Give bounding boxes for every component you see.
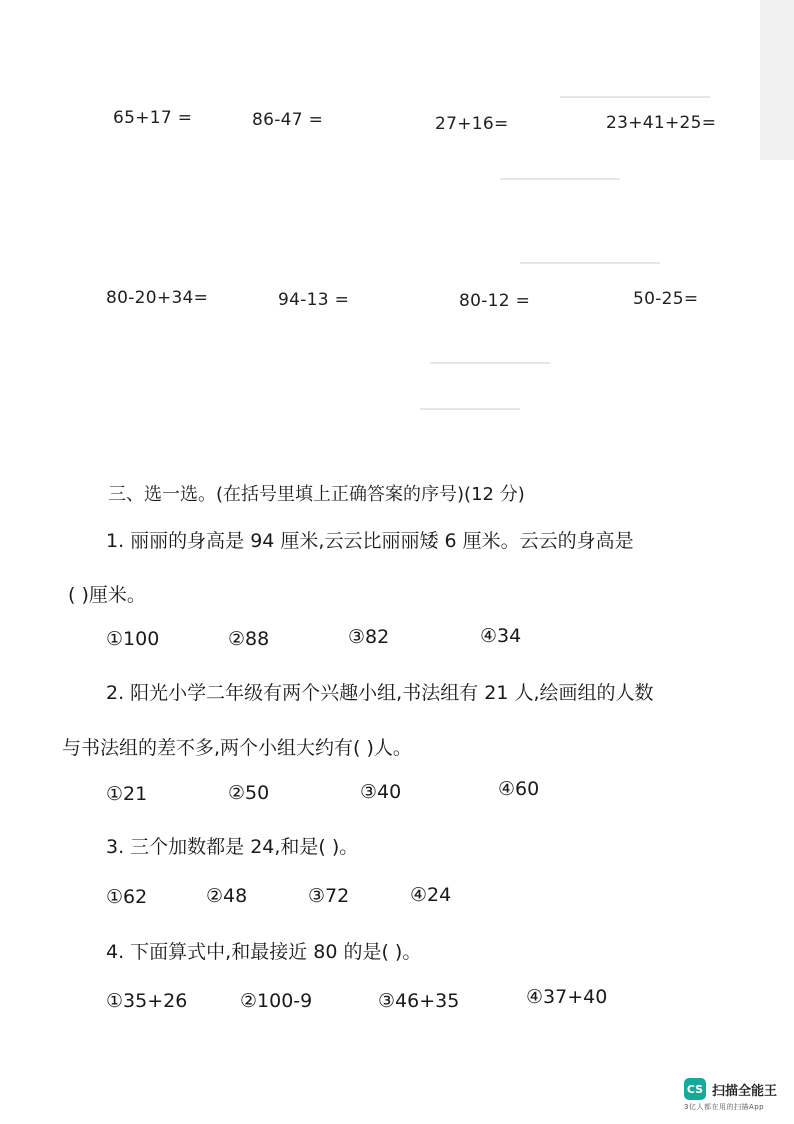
question-4-option: ②100-9 [240, 990, 313, 1012]
question-4-option: ③46+35 [378, 990, 460, 1012]
scan-shadow-top [760, 0, 794, 160]
question-2-option: ①21 [106, 783, 148, 805]
question-1-option: ④34 [480, 625, 522, 647]
question-3-text: 3. 三个加数都是 24,和是( )。 [106, 836, 359, 858]
scanner-tagline: 3亿人都在用的扫描App [684, 1103, 765, 1111]
calc-item: 65+17 = [113, 108, 193, 128]
question-2-option: ②50 [228, 782, 270, 804]
question-4-option: ④37+40 [526, 986, 608, 1008]
calc-item: 27+16= [435, 114, 509, 134]
question-1-text-cont: ( )厘米。 [68, 584, 146, 606]
question-1-text: 1. 丽丽的身高是 94 厘米,云云比丽丽矮 6 厘米。云云的身高是 [106, 530, 634, 552]
question-4-option: ①35+26 [106, 990, 188, 1012]
calc-item: 86-47 = [252, 110, 324, 130]
question-2-text-cont: 与书法组的差不多,两个小组大约有( )人。 [62, 737, 412, 759]
question-1-option: ①100 [106, 628, 160, 650]
bleed-line [430, 362, 550, 364]
bleed-line [420, 408, 520, 410]
question-3-option: ③72 [308, 885, 350, 907]
calc-item: 50-25= [633, 289, 699, 309]
question-3-option: ①62 [106, 886, 148, 908]
question-1-option: ③82 [348, 626, 390, 648]
calc-item: 80-20+34= [106, 288, 209, 308]
question-2-option: ③40 [360, 781, 402, 803]
question-4-text: 4. 下面算式中,和最接近 80 的是( )。 [106, 941, 422, 963]
question-3-option: ④24 [410, 884, 452, 906]
bleed-line [560, 96, 710, 98]
bleed-line [520, 262, 660, 264]
camscanner-logo-icon: CS [684, 1078, 706, 1100]
calc-item: 80-12 = [459, 291, 531, 311]
calc-item: 94-13 = [278, 290, 350, 310]
question-1-option: ②88 [228, 628, 270, 650]
bleed-line [500, 178, 620, 180]
scanner-watermark [684, 1078, 777, 1100]
question-2-option: ④60 [498, 778, 540, 800]
question-2-text: 2. 阳光小学二年级有两个兴趣小组,书法组有 21 人,绘画组的人数 [106, 682, 654, 704]
calc-item: 23+41+25= [606, 113, 717, 133]
question-3-option: ②48 [206, 885, 248, 907]
scanner-brand: 扫描全能王 [712, 1083, 778, 1099]
section-title: 三、选一选。(在括号里填上正确答案的序号)(12 分) [108, 484, 525, 505]
